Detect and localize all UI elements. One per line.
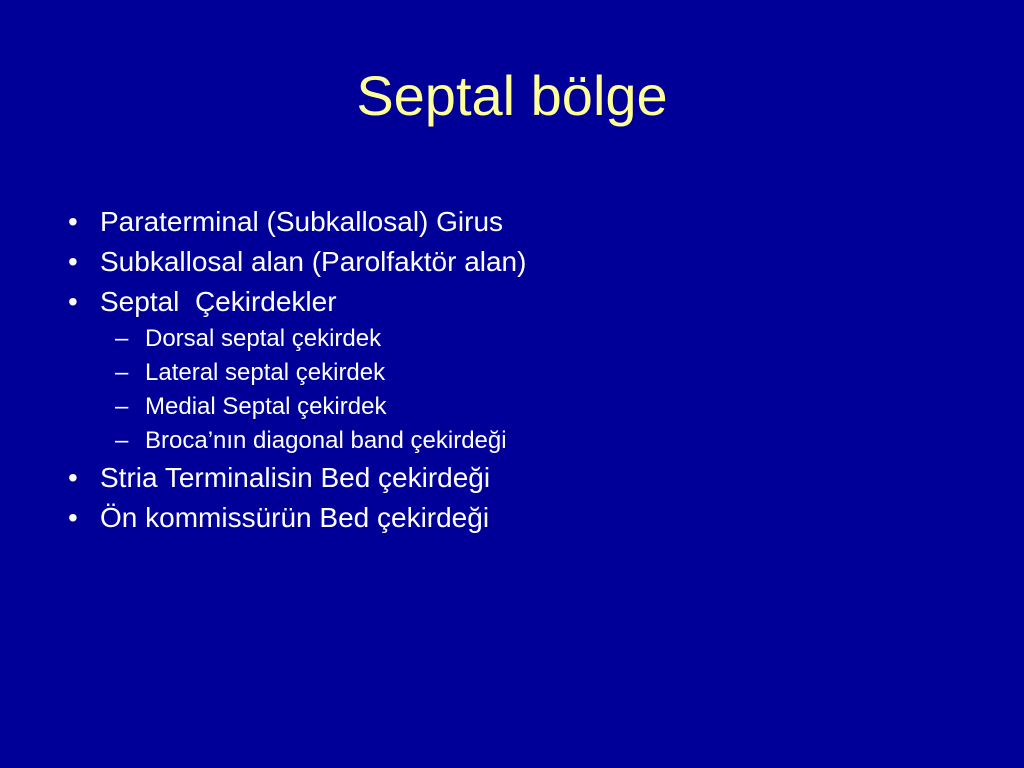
- sub-bullet-marker: –: [115, 393, 129, 420]
- slide-title: Septal bölge: [356, 64, 668, 127]
- bullet-list: [60, 202, 960, 538]
- bullet-marker: •: [68, 462, 78, 493]
- sub-bullet-text: Lateral septal çekirdek: [145, 359, 386, 386]
- bullet-item: [60, 458, 960, 498]
- sub-bullet-marker: –: [115, 359, 129, 386]
- sub-bullet-item: [60, 424, 960, 458]
- bullet-text: Subkallosal alan (Parolfaktör alan): [100, 246, 527, 277]
- bullet-text: Ön kommissürün Bed çekirdeği: [100, 502, 490, 533]
- bullet-item: [60, 202, 960, 242]
- bullet-text: Paraterminal (Subkallosal) Girus: [100, 206, 504, 237]
- bullet-marker: •: [68, 502, 78, 533]
- sub-bullet-text: Medial Septal çekirdek: [145, 393, 387, 420]
- sub-bullet-item: [60, 322, 960, 356]
- bullet-marker: •: [68, 246, 78, 277]
- bullet-marker: •: [68, 206, 78, 237]
- sub-bullet-item: [60, 356, 960, 390]
- sub-bullet-marker: –: [115, 325, 129, 352]
- bullet-text: Stria Terminalisin Bed çekirdeği: [100, 462, 491, 493]
- bullet-item: [60, 282, 960, 322]
- sub-bullet-marker: –: [115, 427, 129, 454]
- bullet-item: [60, 242, 960, 282]
- sub-bullet-text: Dorsal septal çekirdek: [145, 325, 382, 352]
- bullet-marker: •: [68, 286, 78, 317]
- bullet-item: [60, 498, 960, 538]
- sub-bullet-item: [60, 390, 960, 424]
- sub-bullet-text: Broca’nın diagonal band çekirdeği: [145, 427, 507, 454]
- bullet-text: Septal Çekirdekler: [100, 286, 337, 317]
